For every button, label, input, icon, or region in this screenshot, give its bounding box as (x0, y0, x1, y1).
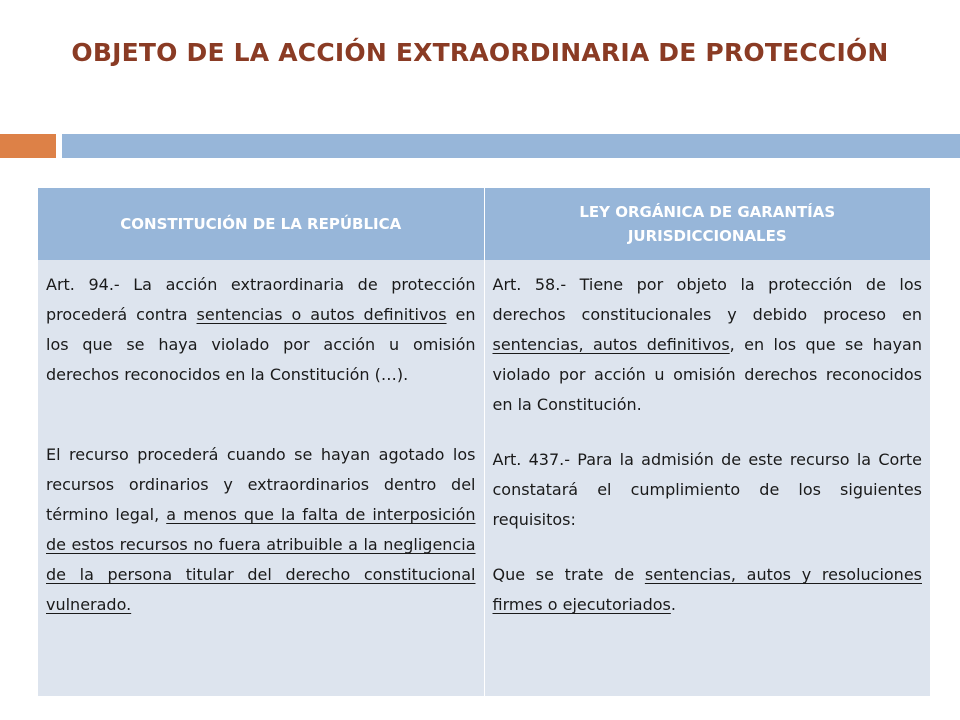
underlined-text: sentencias, autos y resoluciones firmes o ejecutoriados (492, 565, 922, 614)
paragraph-art-94 (46, 270, 476, 390)
paragraph-art-437 (493, 445, 923, 535)
comparison-table (38, 188, 930, 696)
text-segment: El recurso procederá cuando se hayan agotado los recursos ordinarios y extraordinarios dentro del término legal, (46, 445, 476, 524)
underlined-text: sentencias o autos definitivos (196, 305, 447, 324)
table-row (38, 260, 930, 696)
paragraph-art-58 (493, 270, 923, 420)
cell-constitucion (38, 260, 484, 696)
text-segment: . (670, 595, 676, 614)
accent-bar (0, 134, 56, 158)
text-segment: en los que se haya violado por acción u omisión derechos reconocidos en la Constitución (…). (46, 305, 476, 384)
text-segment: Art. 58.- Tiene por objeto la protección de los derechos constitucionales y debido proceso en (492, 275, 922, 324)
underlined-text: a menos que la falta de interposición de estos recursos no fuera atribuible a la negligencia de la persona titular del derecho constitucional vulnerado. (46, 505, 476, 614)
column-header-constitucion: CONSTITUCIÓN DE LA REPÚBLICA (38, 188, 484, 260)
text-segment: Art. 437.- Para la admisión de este recurso la Corte constatará el cumplimiento de los siguientes requisitos: (492, 450, 922, 529)
table-header-row (38, 188, 930, 260)
header-bar (62, 134, 960, 158)
comparison-table-container (38, 188, 930, 696)
text-segment: , en los que se hayan violado por acción u omisión derechos reconocidos en la Constitución. (492, 335, 922, 414)
text-segment: Que se trate de (492, 565, 645, 584)
column-header-ley-organica: LEY ORGÁNICA DE GARANTÍAS JURISDICCIONALES (484, 188, 930, 260)
text-segment: Art. 94.- La acción extraordinaria de protección procederá contra (46, 275, 476, 324)
paragraph-recurso (46, 440, 476, 620)
underlined-text: sentencias, autos definitivos (492, 335, 730, 354)
paragraph-requisito (493, 560, 923, 620)
slide-title: OBJETO DE LA ACCIÓN EXTRAORDINARIA DE PROTECCIÓN (71, 38, 889, 67)
cell-ley-organica (484, 260, 930, 696)
